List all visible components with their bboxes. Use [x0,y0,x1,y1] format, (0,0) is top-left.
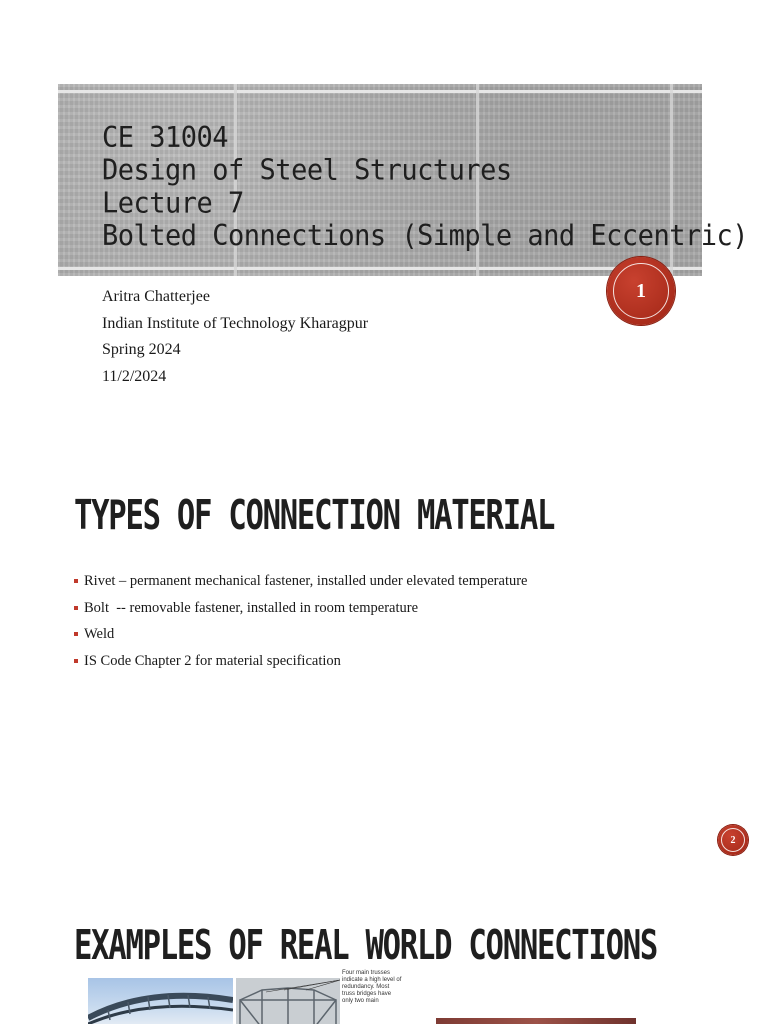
truss-image [236,978,340,1024]
date: 11/2/2024 [102,367,167,385]
slide-heading: EXAMPLES OF REAL WORLD CONNECTIONS [74,922,658,970]
badge-ring [721,828,745,852]
bullet-list [74,568,527,674]
title-line-subject: Design of Steel Structures [102,154,512,188]
slide-number-badge [607,257,675,325]
truss-annotation: Four main trusses indicate a high level of redundancy. Most truss bridges have only two main [342,970,402,1004]
slide-3 [0,870,768,1024]
truss-bridge-photo [236,978,340,1024]
institute-name: Indian Institute of Technology Kharagpur [102,314,369,332]
bullet-item: Weld [74,621,527,648]
bullet-item: Bolt -- removable fastener, installed in room temperature [74,595,527,622]
slide-heading: TYPES OF CONNECTION MATERIAL [74,492,555,540]
badge-ring [613,263,669,319]
slide-2 [0,430,768,870]
title-band [58,84,748,276]
title-line-course: CE 31004 [102,122,229,155]
title-line-lecture: Lecture 7 [102,187,244,220]
author-name: Aritra Chatterjee [102,288,210,305]
band-line-top [58,90,702,93]
bridge-arch-image [88,978,233,1024]
bullet-item: Rivet – permanent mechanical fastener, installed under elevated temperature [74,568,527,595]
bridge-photo [88,978,233,1024]
slide-number: 2 [730,834,736,846]
term: Spring 2024 [102,341,181,358]
slide-number-badge [718,825,748,855]
title-line-topic: Bolted Connections (Simple and Eccentric) [102,219,748,253]
presenter-info [102,284,368,390]
band-line-bottom [58,267,702,270]
bullet-item: IS Code Chapter 2 for material specification [74,648,527,675]
slide-title [102,122,748,252]
building-photo [436,1018,636,1024]
slide-number: 1 [636,279,646,302]
slide-1 [0,0,768,430]
